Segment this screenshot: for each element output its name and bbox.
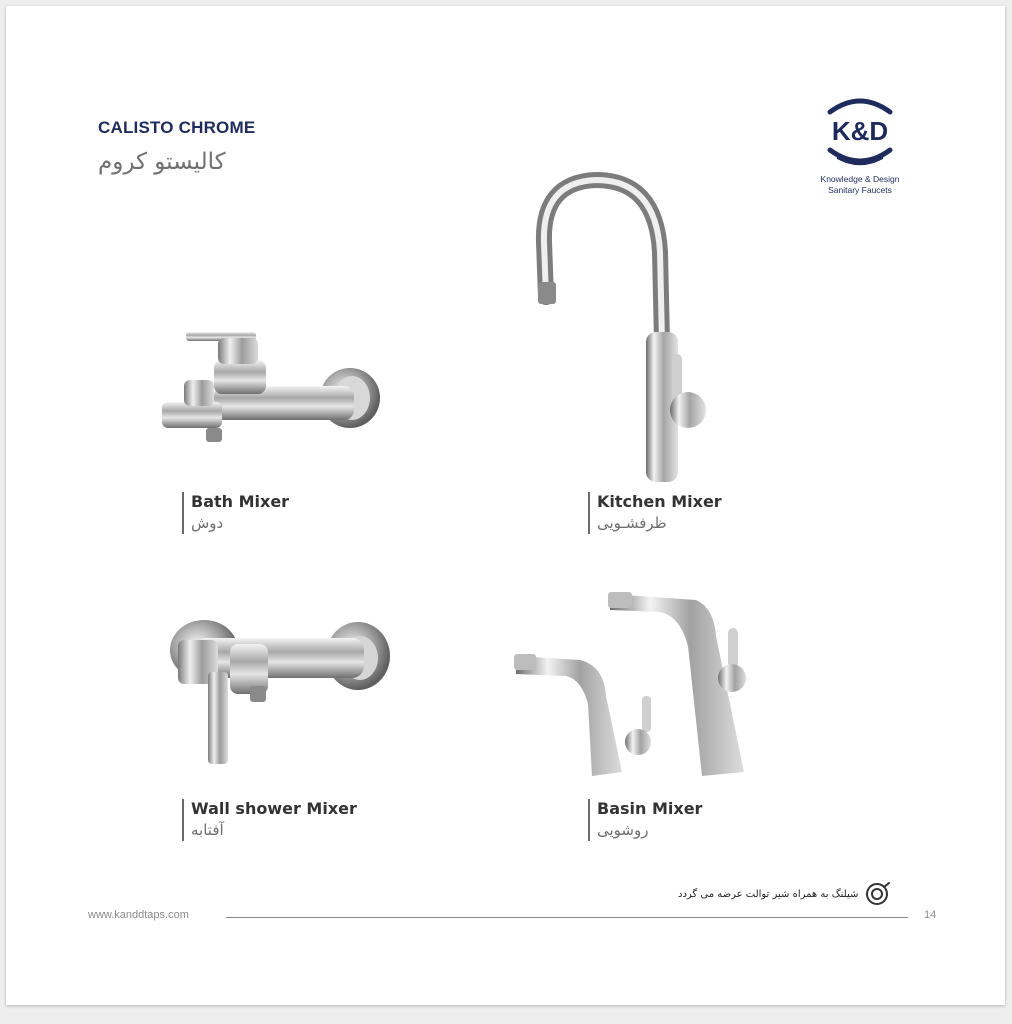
catalog-page xyxy=(6,6,1005,1005)
website-url: www.kanddtaps.com xyxy=(88,909,189,921)
kitchen-mixer-image xyxy=(526,172,716,482)
footer-divider xyxy=(226,917,908,918)
product-label-wall-shower-mixer xyxy=(182,799,357,841)
product-name: Bath Mixer xyxy=(191,492,290,511)
page-number: 14 xyxy=(924,909,937,921)
product-label-basin-mixer xyxy=(588,799,702,841)
page-title: CALISTO CHROME xyxy=(98,118,256,137)
product-name-persian: دوش xyxy=(191,514,224,532)
wall-shower-mixer-image xyxy=(168,616,394,766)
svg-text:K&D: K&D xyxy=(831,116,889,146)
product-name-persian: آفتابه xyxy=(191,821,224,839)
kd-logo-icon xyxy=(816,92,904,172)
hose-note xyxy=(678,881,890,907)
logo-tagline: Knowledge & Design Sanitary Faucets xyxy=(820,174,900,195)
product-name: Wall shower Mixer xyxy=(191,799,357,818)
product-label-kitchen-mixer xyxy=(588,492,722,534)
product-name: Basin Mixer xyxy=(597,799,703,818)
hose-note-text: شیلنگ به همراه شیر توالت عرضه می گردد xyxy=(678,888,859,900)
brand-logo xyxy=(806,92,914,202)
basin-mixer-image xyxy=(510,586,754,782)
hose-icon xyxy=(864,881,890,907)
bath-mixer-image xyxy=(154,324,386,446)
product-name-persian: ظرفشـویی xyxy=(597,514,667,532)
page-title-persian: کالیستو کروم xyxy=(98,149,226,175)
product-name: Kitchen Mixer xyxy=(597,492,722,511)
product-name-persian: روشویی xyxy=(597,821,649,839)
product-label-bath-mixer xyxy=(182,492,289,534)
